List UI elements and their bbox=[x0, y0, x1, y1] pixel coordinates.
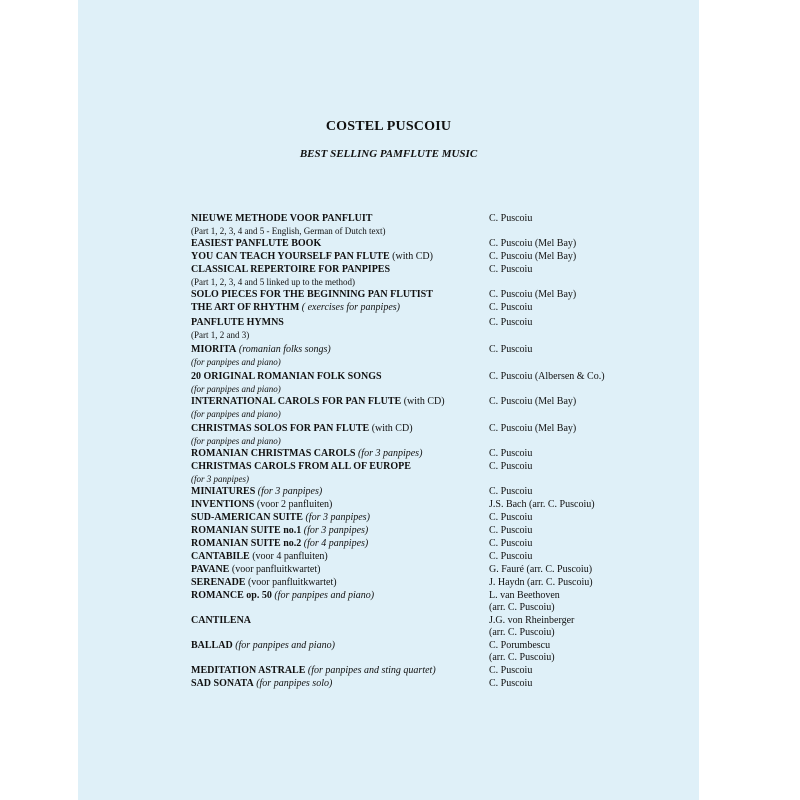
work-entry bbox=[191, 640, 691, 664]
work-title: ROMANIAN SUITE no.2 bbox=[191, 538, 302, 549]
work-subtitle: (Part 1, 2 and 3) bbox=[191, 330, 250, 340]
work-author-cell bbox=[489, 302, 691, 314]
work-row bbox=[191, 564, 691, 576]
work-author-cell bbox=[489, 448, 691, 460]
work-author: C. Puscoiu bbox=[489, 538, 533, 549]
work-author-cell bbox=[489, 344, 691, 356]
work-title-cell bbox=[191, 590, 489, 602]
work-author-cell bbox=[489, 590, 691, 614]
page-subtitle: BEST SELLING PAMFLUTE MUSIC bbox=[299, 148, 478, 160]
work-title: MEDITATION ASTRALE bbox=[191, 665, 306, 676]
work-author-cell bbox=[489, 577, 691, 589]
work-instrumentation-note: (for panpipes and piano) bbox=[232, 640, 335, 651]
work-instrumentation-note: ( exercises for panpipes) bbox=[299, 302, 400, 313]
work-author-cell bbox=[489, 615, 691, 639]
work-instrumentation-note: (with CD) bbox=[401, 396, 445, 407]
work-author: C. Puscoiu (Albersen & Co.) bbox=[489, 371, 605, 382]
work-entry bbox=[191, 344, 691, 368]
work-title: PANFLUTE HYMNS bbox=[191, 317, 284, 328]
work-author-cell bbox=[489, 238, 691, 250]
work-title-cell bbox=[191, 251, 489, 263]
work-title: SERENADE bbox=[191, 577, 246, 588]
work-instrumentation-note: (for 3 panpipes) bbox=[301, 525, 369, 536]
work-row bbox=[191, 289, 691, 301]
work-entry bbox=[191, 396, 691, 420]
work-title-cell bbox=[191, 551, 489, 563]
work-author-cell bbox=[489, 499, 691, 511]
work-title: SAD SONATA bbox=[191, 678, 254, 689]
work-instrumentation-note: (for panpipes and piano) bbox=[271, 590, 375, 601]
work-entry bbox=[191, 213, 691, 237]
work-author-cell bbox=[489, 461, 691, 473]
work-entry bbox=[191, 317, 691, 341]
work-author-cell bbox=[489, 678, 691, 690]
work-entry bbox=[191, 448, 691, 460]
work-entry bbox=[191, 538, 691, 550]
work-title: YOU CAN TEACH YOURSELF PAN FLUTE bbox=[191, 251, 390, 262]
work-author: C. Puscoiu (Mel Bay) bbox=[489, 396, 577, 407]
work-title: CANTILENA bbox=[191, 615, 252, 626]
work-instrumentation-note: (with CD) bbox=[369, 423, 413, 434]
work-title-cell bbox=[191, 317, 489, 329]
work-author-cell bbox=[489, 538, 691, 550]
work-instrumentation-note: (for 3 panpipes) bbox=[255, 486, 323, 497]
work-author: C. Puscoiu bbox=[489, 512, 533, 523]
work-row bbox=[191, 317, 691, 329]
work-author: C. Puscoiu (Mel Bay) bbox=[489, 423, 577, 434]
work-author-cell bbox=[489, 564, 691, 576]
work-entry bbox=[191, 512, 691, 524]
work-instrumentation-note: (with CD) bbox=[389, 251, 433, 262]
work-title-cell bbox=[191, 289, 489, 301]
work-author: L. van Beethoven bbox=[489, 590, 560, 601]
work-author: C. Porumbescu bbox=[489, 640, 551, 651]
work-title: ROMANIAN SUITE no.1 bbox=[191, 525, 302, 536]
work-row bbox=[191, 371, 691, 383]
work-row bbox=[191, 238, 691, 250]
work-author: J.S. Bach (arr. C. Puscoiu) bbox=[489, 499, 595, 510]
work-subtitle: (for panpipes and piano) bbox=[191, 357, 281, 367]
work-subtitle: (for panpipes and piano) bbox=[191, 384, 281, 394]
work-row bbox=[191, 499, 691, 511]
work-author-cell bbox=[489, 213, 691, 225]
work-row bbox=[191, 423, 691, 435]
work-author: C. Puscoiu bbox=[489, 317, 533, 328]
work-row bbox=[191, 302, 691, 314]
work-title-cell bbox=[191, 423, 489, 435]
work-title-cell bbox=[191, 525, 489, 537]
work-row bbox=[191, 551, 691, 563]
work-title: NIEUWE METHODE VOOR PANFLUIT bbox=[191, 213, 373, 224]
work-entry bbox=[191, 564, 691, 576]
works-list bbox=[191, 212, 691, 690]
work-title: INVENTIONS bbox=[191, 499, 255, 510]
work-title-cell bbox=[191, 344, 489, 356]
work-title-cell bbox=[191, 499, 489, 511]
work-entry bbox=[191, 461, 691, 485]
work-author-cell bbox=[489, 525, 691, 537]
work-instrumentation-note: (voor 2 panfluiten) bbox=[254, 499, 333, 510]
work-title-cell bbox=[191, 213, 489, 225]
work-subtitle: (for panpipes and piano) bbox=[191, 409, 281, 419]
work-author: G. Fauré (arr. C. Puscoiu) bbox=[489, 564, 593, 575]
work-author-cell bbox=[489, 640, 691, 664]
work-row bbox=[191, 590, 691, 614]
work-instrumentation-note: (for panpipes solo) bbox=[253, 678, 333, 689]
work-author: C. Puscoiu (Mel Bay) bbox=[489, 289, 577, 300]
work-author: C. Puscoiu bbox=[489, 448, 533, 459]
work-author-cell bbox=[489, 551, 691, 563]
work-title: SOLO PIECES FOR THE BEGINNING PAN FLUTIST bbox=[191, 289, 433, 300]
work-entry bbox=[191, 302, 691, 314]
work-entry bbox=[191, 615, 691, 639]
work-entry bbox=[191, 590, 691, 614]
work-author: C. Puscoiu (Mel Bay) bbox=[489, 238, 577, 249]
work-row bbox=[191, 264, 691, 276]
work-row bbox=[191, 448, 691, 460]
work-subtitle: (for 3 panpipes) bbox=[191, 474, 249, 484]
work-title: MINIATURES bbox=[191, 486, 256, 497]
catalog-page bbox=[78, 0, 699, 800]
work-title-cell bbox=[191, 461, 489, 473]
work-entry bbox=[191, 499, 691, 511]
work-entry bbox=[191, 238, 691, 250]
work-title-cell bbox=[191, 238, 489, 250]
work-entry bbox=[191, 289, 691, 301]
work-author: C. Puscoiu bbox=[489, 525, 533, 536]
work-title-cell bbox=[191, 665, 489, 677]
work-author: C. Puscoiu bbox=[489, 302, 533, 313]
work-title: CANTABILE bbox=[191, 551, 250, 562]
work-entry bbox=[191, 486, 691, 498]
work-title-cell bbox=[191, 678, 489, 690]
work-title-cell bbox=[191, 615, 489, 627]
work-title-cell bbox=[191, 371, 489, 383]
work-arranger: (arr. C. Puscoiu) bbox=[489, 652, 555, 663]
work-title: CLASSICAL REPERTOIRE FOR PANPIPES bbox=[191, 264, 391, 275]
work-instrumentation-note: (voor panfluitkwartet) bbox=[245, 577, 337, 588]
work-author: C. Puscoiu bbox=[489, 665, 533, 676]
work-row bbox=[191, 344, 691, 356]
work-title-cell bbox=[191, 486, 489, 498]
work-title: BALLAD bbox=[191, 640, 233, 651]
work-instrumentation-note: (romanian folks songs) bbox=[236, 344, 331, 355]
work-title: MIORITA bbox=[191, 344, 237, 355]
work-instrumentation-note: (for 4 panpipes) bbox=[301, 538, 369, 549]
work-title: THE ART OF RHYTHM bbox=[191, 302, 300, 313]
work-row bbox=[191, 678, 691, 690]
work-author: J. Haydn (arr. C. Puscoiu) bbox=[489, 577, 593, 588]
work-author: J.G. von Rheinberger bbox=[489, 615, 575, 626]
work-author-cell bbox=[489, 264, 691, 276]
work-author-cell bbox=[489, 317, 691, 329]
work-author-cell bbox=[489, 665, 691, 677]
work-title-cell bbox=[191, 577, 489, 589]
work-row bbox=[191, 525, 691, 537]
page-title: COSTEL PUSCOIU bbox=[325, 119, 452, 134]
work-title-cell bbox=[191, 396, 489, 408]
work-title: INTERNATIONAL CAROLS FOR PAN FLUTE bbox=[191, 396, 402, 407]
work-instrumentation-note: (voor 4 panfluiten) bbox=[249, 551, 328, 562]
work-entry bbox=[191, 577, 691, 589]
work-entry bbox=[191, 551, 691, 563]
work-row bbox=[191, 665, 691, 677]
work-title: ROMANCE op. 50 bbox=[191, 590, 272, 601]
work-title-cell bbox=[191, 640, 489, 652]
work-title: CHRISTMAS CAROLS FROM ALL OF EUROPE bbox=[191, 461, 411, 472]
work-title-cell bbox=[191, 264, 489, 276]
work-title: SUD-AMERICAN SUITE bbox=[191, 512, 303, 523]
work-title-cell bbox=[191, 538, 489, 550]
work-title: EASIEST PANFLUTE BOOK bbox=[191, 238, 322, 249]
work-entry bbox=[191, 264, 691, 288]
work-instrumentation-note: (for 3 panpipes) bbox=[355, 448, 423, 459]
work-row bbox=[191, 640, 691, 664]
work-title-cell bbox=[191, 448, 489, 460]
work-subtitle: (for panpipes and piano) bbox=[191, 436, 281, 446]
work-row bbox=[191, 486, 691, 498]
work-entry bbox=[191, 525, 691, 537]
work-author: C. Puscoiu bbox=[489, 678, 533, 689]
work-row bbox=[191, 461, 691, 473]
work-title-cell bbox=[191, 564, 489, 576]
work-title: ROMANIAN CHRISTMAS CAROLS bbox=[191, 448, 356, 459]
work-row bbox=[191, 512, 691, 524]
work-author-cell bbox=[489, 423, 691, 435]
work-author: C. Puscoiu bbox=[489, 486, 533, 497]
work-row bbox=[191, 538, 691, 550]
work-arranger: (arr. C. Puscoiu) bbox=[489, 627, 555, 638]
work-entry bbox=[191, 665, 691, 677]
work-title: CHRISTMAS SOLOS FOR PAN FLUTE bbox=[191, 423, 370, 434]
work-row bbox=[191, 577, 691, 589]
work-row bbox=[191, 396, 691, 408]
work-author: C. Puscoiu bbox=[489, 551, 533, 562]
work-author-cell bbox=[489, 289, 691, 301]
work-author: C. Puscoiu bbox=[489, 461, 533, 472]
work-author: C. Puscoiu (Mel Bay) bbox=[489, 251, 577, 262]
work-instrumentation-note: (voor panfluitkwartet) bbox=[229, 564, 321, 575]
work-instrumentation-note: (for panpipes and sting quartet) bbox=[305, 665, 436, 676]
work-title-cell bbox=[191, 512, 489, 524]
work-subtitle: (Part 1, 2, 3, 4 and 5 linked up to the method) bbox=[191, 277, 355, 287]
work-title: 20 ORIGINAL ROMANIAN FOLK SONGS bbox=[191, 371, 382, 382]
work-author: C. Puscoiu bbox=[489, 264, 533, 275]
work-author: C. Puscoiu bbox=[489, 213, 533, 224]
work-row bbox=[191, 213, 691, 225]
work-author-cell bbox=[489, 396, 691, 408]
work-row bbox=[191, 615, 691, 639]
work-title: PAVANE bbox=[191, 564, 230, 575]
work-author: C. Puscoiu bbox=[489, 344, 533, 355]
work-author-cell bbox=[489, 486, 691, 498]
work-entry bbox=[191, 423, 691, 447]
work-author-cell bbox=[489, 371, 691, 383]
work-author-cell bbox=[489, 251, 691, 263]
work-entry bbox=[191, 251, 691, 263]
work-entry bbox=[191, 371, 691, 395]
work-author-cell bbox=[489, 512, 691, 524]
work-entry bbox=[191, 678, 691, 690]
work-subtitle: (Part 1, 2, 3, 4 and 5 - English, German of Dutch text) bbox=[191, 226, 386, 236]
work-title-cell bbox=[191, 302, 489, 314]
work-arranger: (arr. C. Puscoiu) bbox=[489, 602, 555, 613]
work-instrumentation-note: (for 3 panpipes) bbox=[302, 512, 370, 523]
work-row bbox=[191, 251, 691, 263]
